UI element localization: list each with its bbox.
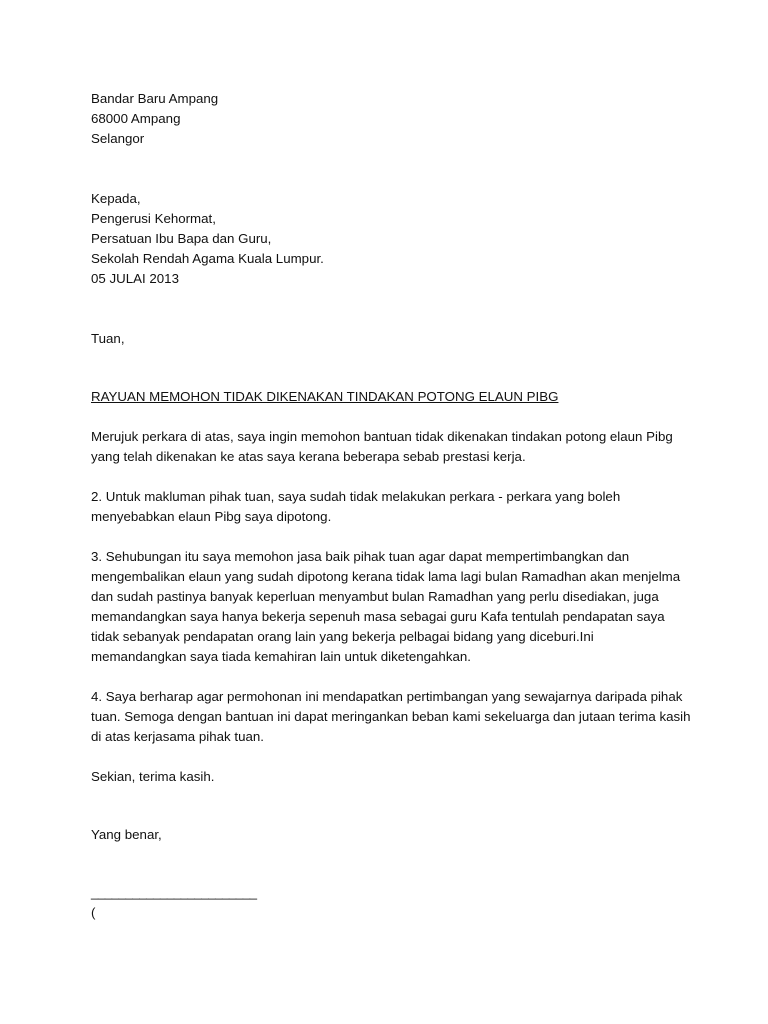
recipient-line-3: Sekolah Rendah Agama Kuala Lumpur. [91,251,324,266]
signature-line: ________________________ [91,885,257,900]
paragraph-2: 2. Untuk makluman pihak tuan, saya sudah tidak melakukan perkara - perkara yang boleh menyebabkan elaun Pibg saya dipotong. [91,489,621,524]
paragraph-1: Merujuk perkara di atas, saya ingin memohon bantuan tidak dikenakan tindakan potong elaun Pibg yang telah dikenakan ke atas saya kerana beberapa sebab prestasi kerja. [91,429,673,464]
sign-off: Yang benar, [91,827,162,842]
letter-page [91,89,691,923]
sender-address-line-2: 68000 Ampang [91,111,181,126]
closing-text: Sekian, terima kasih. [91,769,215,784]
recipient-line-2: Persatuan Ibu Bapa dan Guru, [91,231,272,246]
paragraph-3: 3. Sehubungan itu saya memohon jasa baik pihak tuan agar dapat mempertimbangkan dan mengembalikan elaun yang sudah dipotong kerana tidak lama lagi bulan Ramadhan akan menjelma dan sudah pastinya banyak keperluan menyambut bulan Ramadhan yang perlu disediakan, juga memandangkan saya hanya bekerja sepenuh masa sebagai guru Kafa tentulah pendapatan saya tidak sebanyak pendapatan orang lain yang bekerja pelbagai bidang yang diceburi.Ini memandangkan saya tiada kemahiran lain untuk diketengahkan. [91,549,681,664]
sender-address-line-1: Bandar Baru Ampang [91,91,219,106]
recipient-greeting: Kepada, [91,191,141,206]
salutation: Tuan, [91,331,125,346]
paragraph-4: 4. Saya berharap agar permohonan ini mendapatkan pertimbangan yang sewajarnya daripada pihak tuan. Semoga dengan bantuan ini dapat meringankan beban kami sekeluarga dan jutaan terima kasih di atas kerjasama pihak tuan. [91,689,691,744]
letter-subject: RAYUAN MEMOHON TIDAK DIKENAKAN TINDAKAN POTONG ELAUN PIBG [91,389,559,404]
sender-address-line-3: Selangor [91,131,145,146]
recipient-line-1: Pengerusi Kehormat, [91,211,216,226]
recipient-block [91,189,691,289]
letter-date: 05 JULAI 2013 [91,271,179,286]
sender-address [91,89,691,149]
signature-name-open: ( [91,905,96,920]
